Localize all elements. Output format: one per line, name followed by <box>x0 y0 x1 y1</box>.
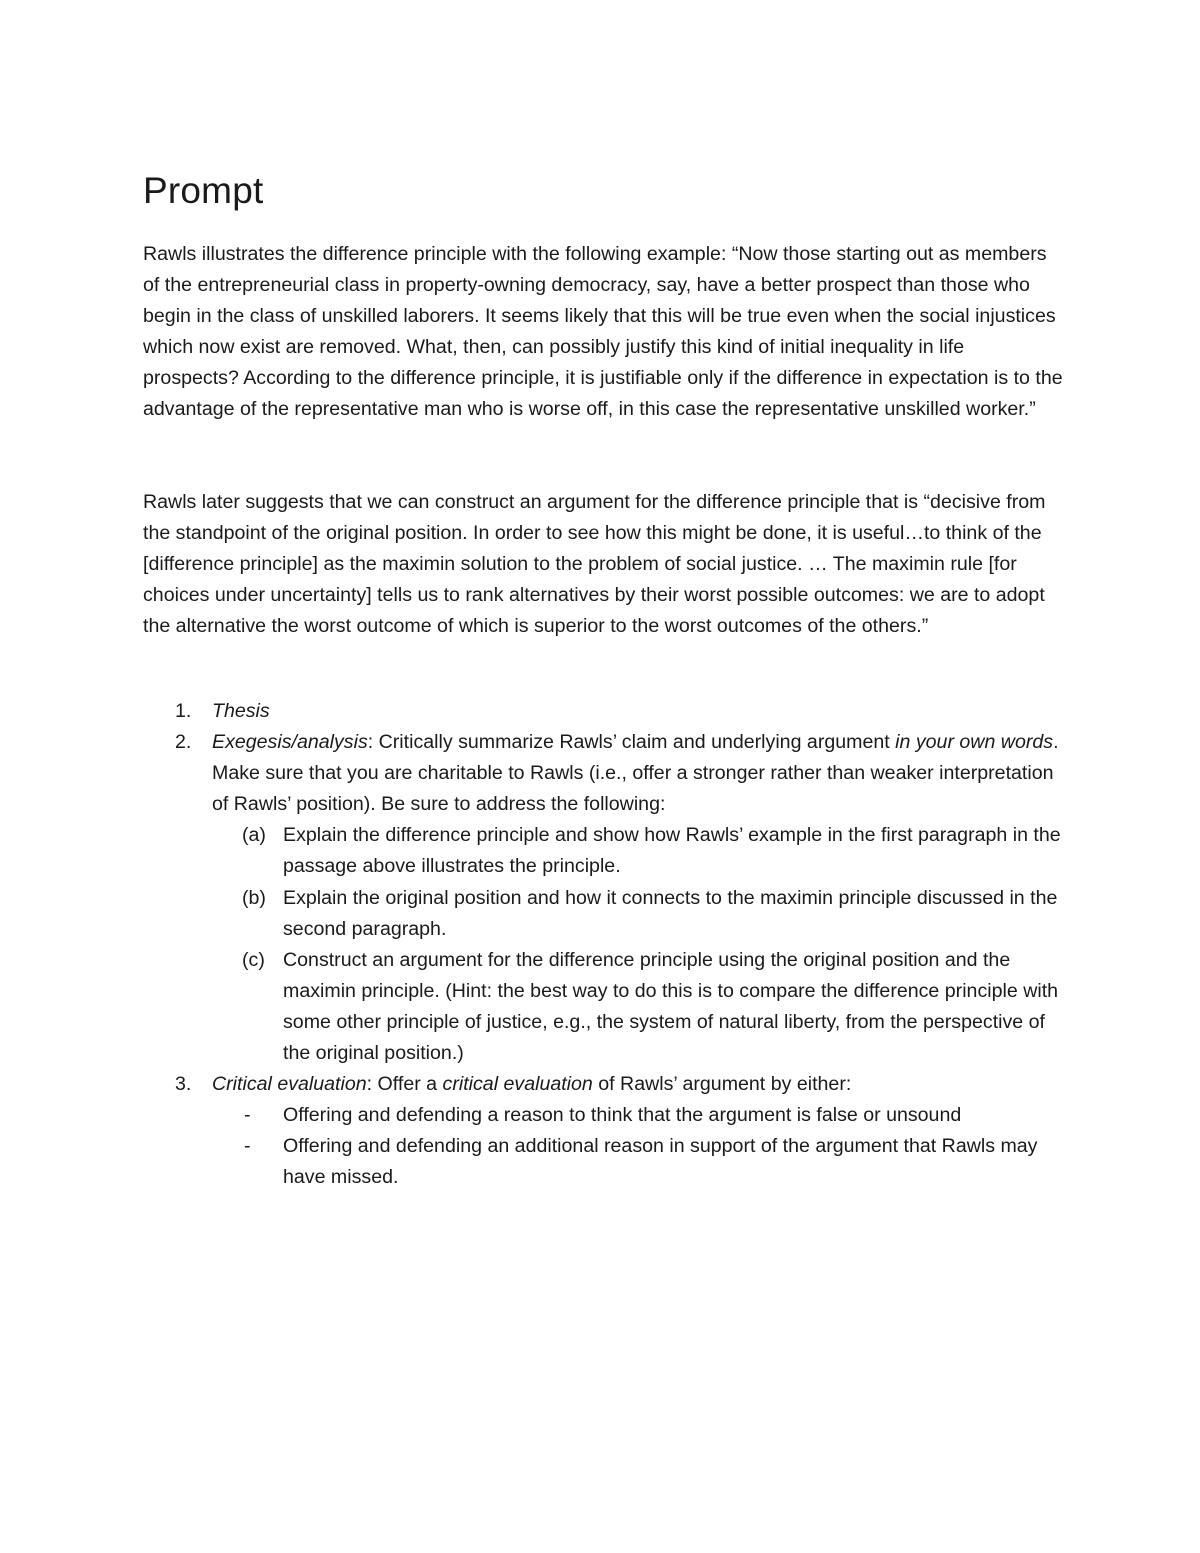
dash-item <box>212 1131 1063 1193</box>
sub-item-label: (a) <box>242 824 266 847</box>
list-number: 2. <box>175 731 192 754</box>
dash-item <box>212 1100 1063 1131</box>
list-text-part: . Make sure that you are charitable to Rawls (i.e., offer a stronger rather than weaker interpretation of Rawls’ position). Be sure to address the following: <box>212 731 1059 816</box>
sub-item-a <box>212 820 1063 882</box>
list-heading: Thesis <box>212 700 270 722</box>
sub-list-lettered <box>212 820 1063 1069</box>
list-heading: Exegesis/analysis <box>212 731 368 754</box>
list-emphasis: critical evaluation <box>442 1073 593 1096</box>
list-number: 1. <box>175 700 192 722</box>
dash-bullet: - <box>244 1135 251 1158</box>
list-text-part: : Offer a <box>366 1073 443 1096</box>
sub-item-text: Explain the original position and how it connects to the maximin principle discussed in the second paragraph. <box>283 886 1058 940</box>
list-text-part: of Rawls’ argument by either: <box>592 1073 852 1096</box>
numbered-list <box>143 696 1063 1194</box>
list-item-critical-evaluation <box>143 1069 1063 1193</box>
sub-item-b <box>212 883 1063 945</box>
list-item-text <box>212 731 1059 815</box>
page-title: Prompt <box>143 170 264 211</box>
dash-bullet: - <box>244 1104 251 1127</box>
list-heading: Critical evaluation <box>212 1073 367 1096</box>
list-emphasis: in your own words <box>895 731 1054 754</box>
list-item-thesis <box>143 696 1063 727</box>
list-number: 3. <box>175 1073 192 1096</box>
paragraph-maximin: Rawls later suggests that we can construct an argument for the difference principle that is “decisive from the standpoint of the original position. In order to see how this might be done, it is useful…to think of the [difference principle] as the maximin solution to the problem of social justice. … The maximin rule [for choices under uncertainty] tells us to rank alternatives by their worst possible outcomes: we are to adopt the alternative the worst outcome of which is superior to the worst outcomes of the others.” <box>143 491 1046 638</box>
sub-item-c <box>212 945 1063 1069</box>
sub-item-text: Construct an argument for the difference principle using the original position and the maximin principle. (Hint: the best way to do this is to compare the difference principle with some other principle of justice, e.g., the system of natural liberty, from the perspective of the original position.) <box>283 948 1059 1065</box>
sub-item-text: Explain the difference principle and show how Rawls’ example in the first paragraph in the passage above illustrates the principle. <box>283 824 1061 878</box>
dash-item-text: Offering and defending a reason to think that the argument is false or unsound <box>283 1104 962 1127</box>
sub-item-label: (b) <box>242 886 266 909</box>
paragraph-rawls-example: Rawls illustrates the difference principle with the following example: “Now those starting out as members of the entrepreneurial class in property-owning democracy, say, have a better prospect than those who begin in the class of unskilled laborers. It seems likely that this will be true even when the social injustices which now exist are removed. What, then, can possibly justify this kind of initial inequality in life prospects? According to the difference principle, it is justifiable only if the difference in expectation is to the advantage of the representative man who is worse off, in this case the representative unskilled worker.” <box>143 243 1063 421</box>
list-item-exegesis <box>143 727 1063 1069</box>
list-text-part: : Critically summarize Rawls’ claim and underlying argument <box>367 731 896 754</box>
dash-item-text: Offering and defending an additional reason in support of the argument that Rawls may have missed. <box>283 1135 1038 1189</box>
sub-list-dashed <box>212 1100 1063 1193</box>
list-item-text <box>212 1073 851 1095</box>
sub-item-label: (c) <box>242 948 265 971</box>
